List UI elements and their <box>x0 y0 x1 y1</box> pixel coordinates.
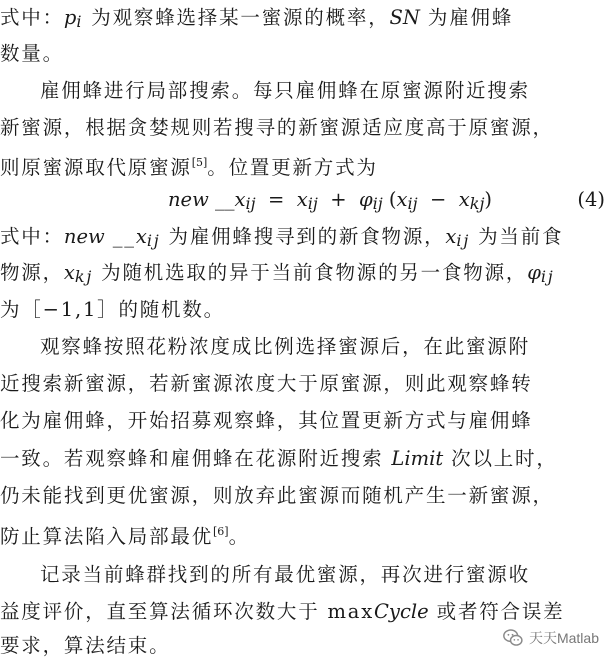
text-line-8: 为［−1,1］的随机数。 <box>0 298 225 321</box>
text-line-6: 式中：new __xij 为雇佣蜂搜寻到的新食物源，xij 为当前食 <box>0 225 564 250</box>
equation-body: new __xij = xij + φij (xij − xkj) <box>168 188 493 213</box>
text-line-14: 防止算法陷入局部最优[6]。 <box>0 525 250 548</box>
paragraph-employed-bee-start: 雇佣蜂进行局部搜索。每只雇佣蜂在原蜜源附近搜索 <box>40 79 530 102</box>
paragraph-onlooker-bee-start: 观察蜂按照花粉浓度成比例选择蜜源后，在此蜜源附 <box>40 335 530 358</box>
text-line-4: 新蜜源，根据贪婪规则若搜寻的新蜜源适应度高于原蜜源， <box>0 116 554 139</box>
watermark <box>502 626 599 650</box>
equation-number: (4) <box>577 188 605 211</box>
equation-4 <box>0 182 613 218</box>
text-line-12: 一致。若观察蜂和雇佣蜂在花源附近搜索 Limit 次以上时， <box>0 447 558 470</box>
text-line-16: 益度评价，直至算法循环次数大于 maxCycle 或者符合误差 <box>0 600 565 623</box>
text-line-2: 数量。 <box>0 42 64 65</box>
maxcycle-variable: Cycle <box>374 600 429 623</box>
wechat-icon <box>502 627 524 649</box>
paragraph-record-start: 记录当前蜂群找到的所有最优蜜源，再次进行蜜源收 <box>40 563 530 586</box>
citation-5: [5] <box>191 156 208 169</box>
text-line-11: 化为雇佣蜂，开始招募观察蜂，其位置更新方式与雇佣蜂 <box>0 409 533 432</box>
limit-variable: Limit <box>391 447 444 470</box>
text-line-7: 物源，xkj 为随机选取的异于当前食物源的另一食物源，φij <box>0 261 555 286</box>
text-line-10: 近搜索新蜜源，若新蜜源浓度大于原蜜源，则此观察蜂转 <box>0 372 533 395</box>
text-line-13: 仍未能找到更优蜜源，则放弃此蜜源而随机产生一新蜜源， <box>0 484 554 507</box>
citation-6: [6] <box>213 525 229 538</box>
text-line-17: 要求，算法结束。 <box>0 634 171 657</box>
watermark-text: 天天Matlab <box>528 630 599 646</box>
text-line-5: 则原蜜源取代原蜜源[5]。位置更新方式为 <box>0 156 378 179</box>
text-line-1: 式中：pi 为观察蜂选择某一蜜源的概率，SN 为雇佣蜂 <box>0 6 514 31</box>
